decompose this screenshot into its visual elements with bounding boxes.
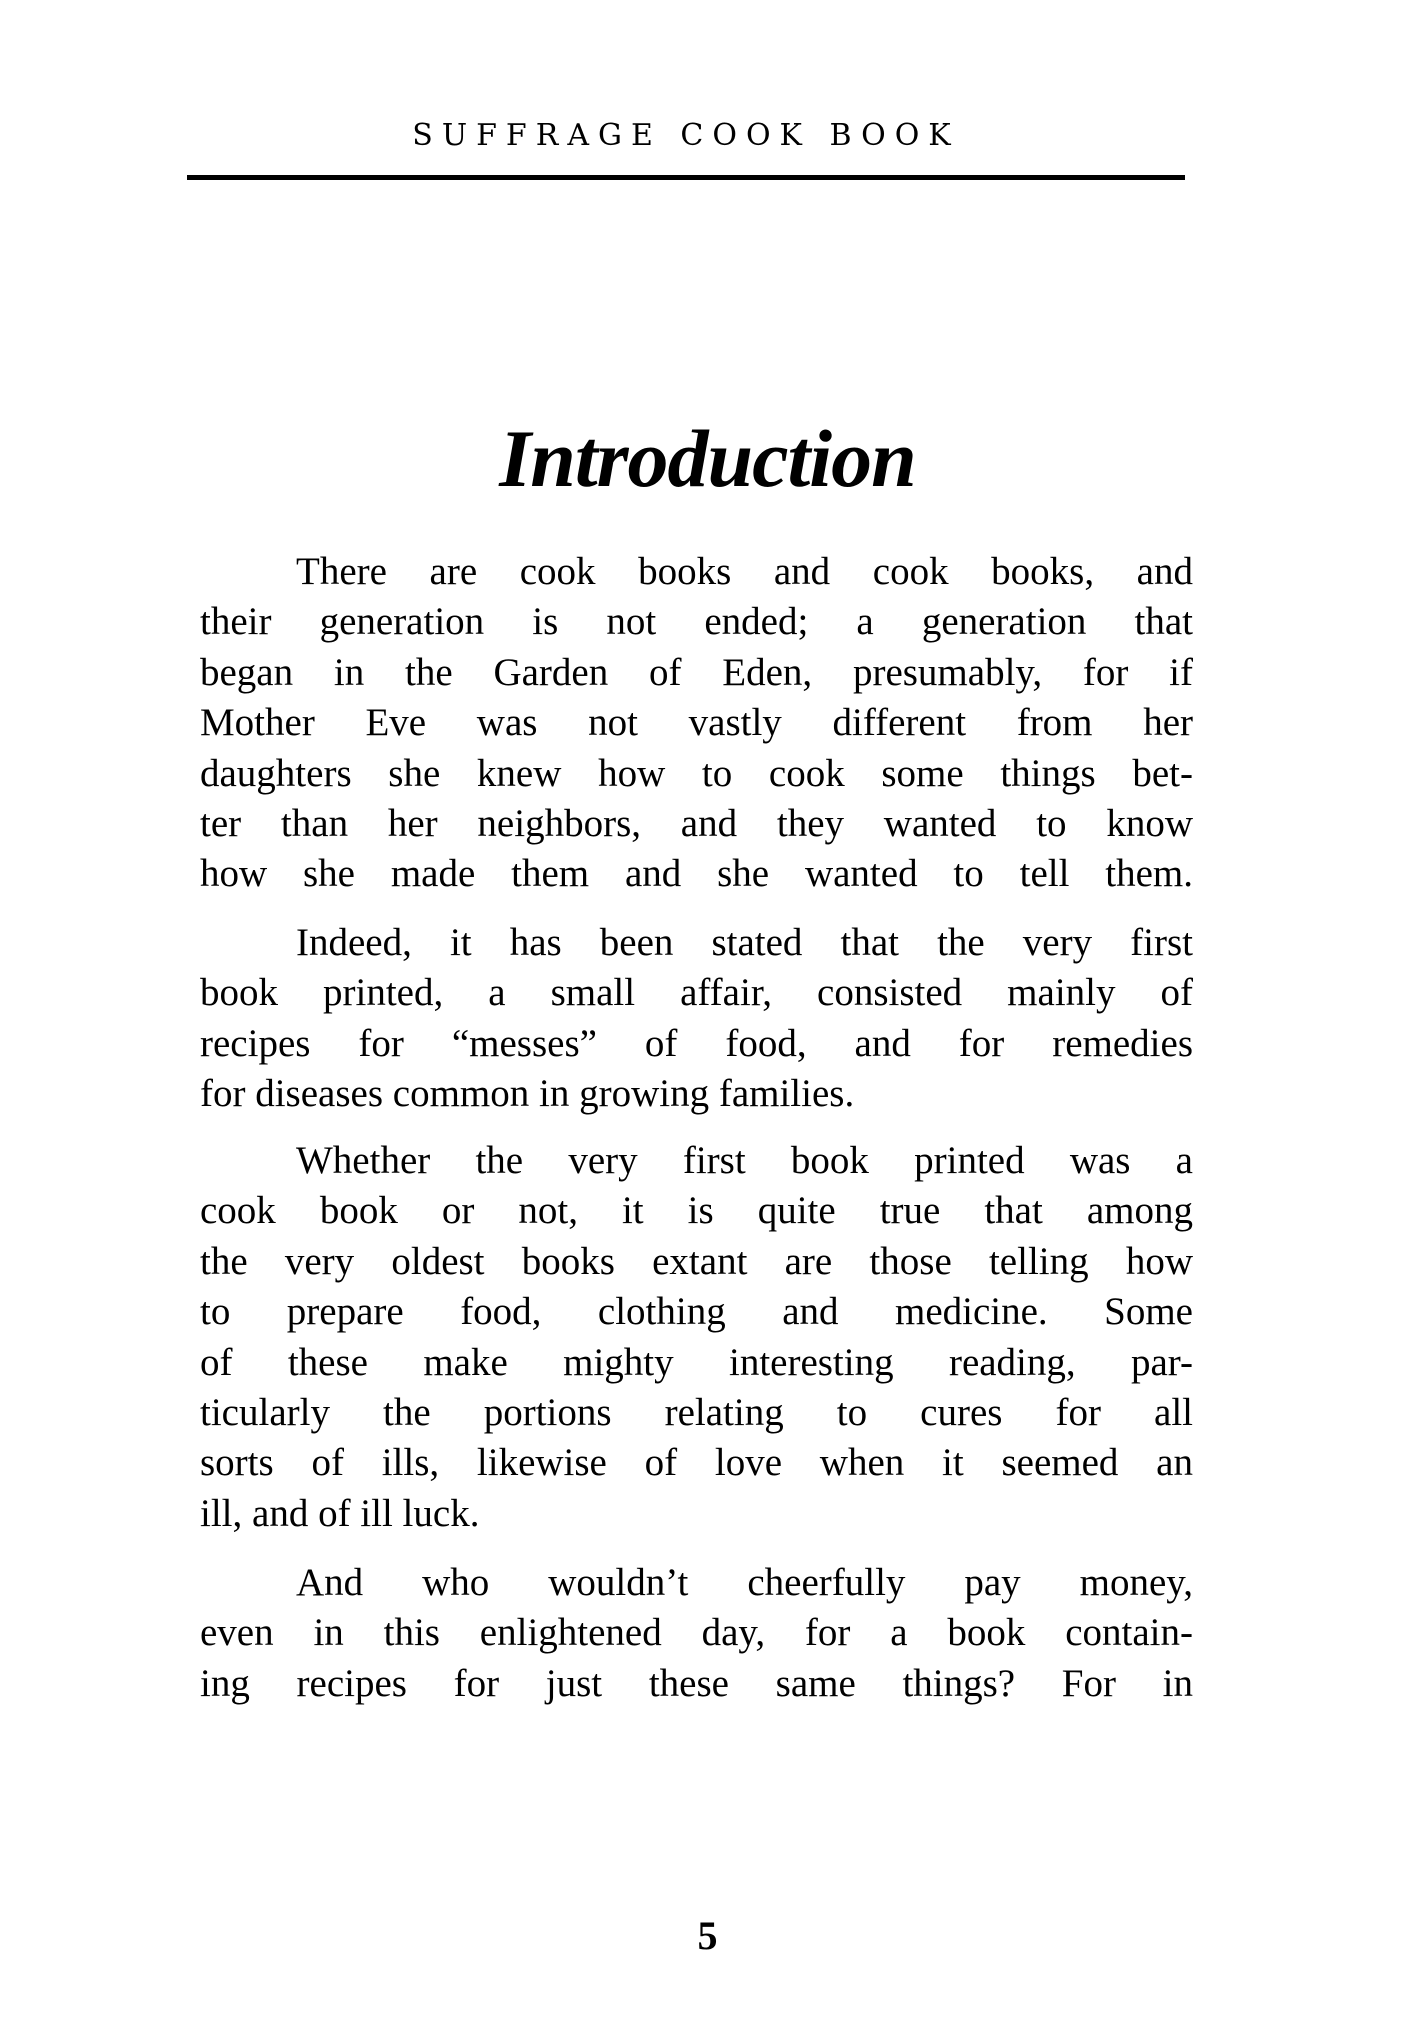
page-number: 5 [697,1913,718,1958]
text-line: book printed, a small affair, consisted mainly of [200,971,1193,1015]
text-line: of these make mighty interesting reading, par- [200,1340,1193,1384]
text-line: their generation is not ended; a generation that [200,600,1193,644]
paragraph [200,547,1193,900]
text-line: Mother Eve was not vastly different from her [200,701,1193,745]
text-line: to prepare food, clothing and medicine. Some [200,1290,1193,1334]
text-line: There are cook books and cook books, and [296,550,1193,593]
text-line: cook book or not, it is quite true that among [200,1189,1193,1233]
text-line: Indeed, it has been stated that the very first [296,921,1193,964]
text-line: ter than her neighbors, and they wanted to know [200,801,1193,845]
text-line: sorts of ills, likewise of love when it seemed an [200,1441,1193,1485]
text-line: even in this enlightened day, for a book contain- [200,1611,1193,1655]
paragraph [200,1136,1193,1539]
paragraph [200,918,1193,1120]
text-line: for diseases common in growing families. [200,1072,855,1116]
text-line: Whether the very first book printed was a [296,1139,1193,1182]
paragraph [200,1558,1193,1709]
text-line: recipes for “messes” of food, and for remedies [200,1021,1193,1065]
page-title: Introduction [499,413,916,504]
text-line: And who wouldn’t cheerfully pay money, [296,1561,1193,1604]
text-line: daughters she knew how to cook some things bet- [200,751,1193,795]
text-line: the very oldest books extant are those telling how [200,1239,1193,1283]
text-line: how she made them and she wanted to tell them. [200,852,1193,896]
text-line: ticularly the portions relating to cures for all [200,1390,1193,1434]
running-head: SUFFRAGE COOK BOOK [412,118,960,153]
text-line: ing recipes for just these same things? For in [200,1661,1193,1705]
text-line: ill, and of ill luck. [200,1491,480,1535]
header-rule [187,175,1185,180]
text-line: began in the Garden of Eden, presumably, for if [200,650,1193,694]
